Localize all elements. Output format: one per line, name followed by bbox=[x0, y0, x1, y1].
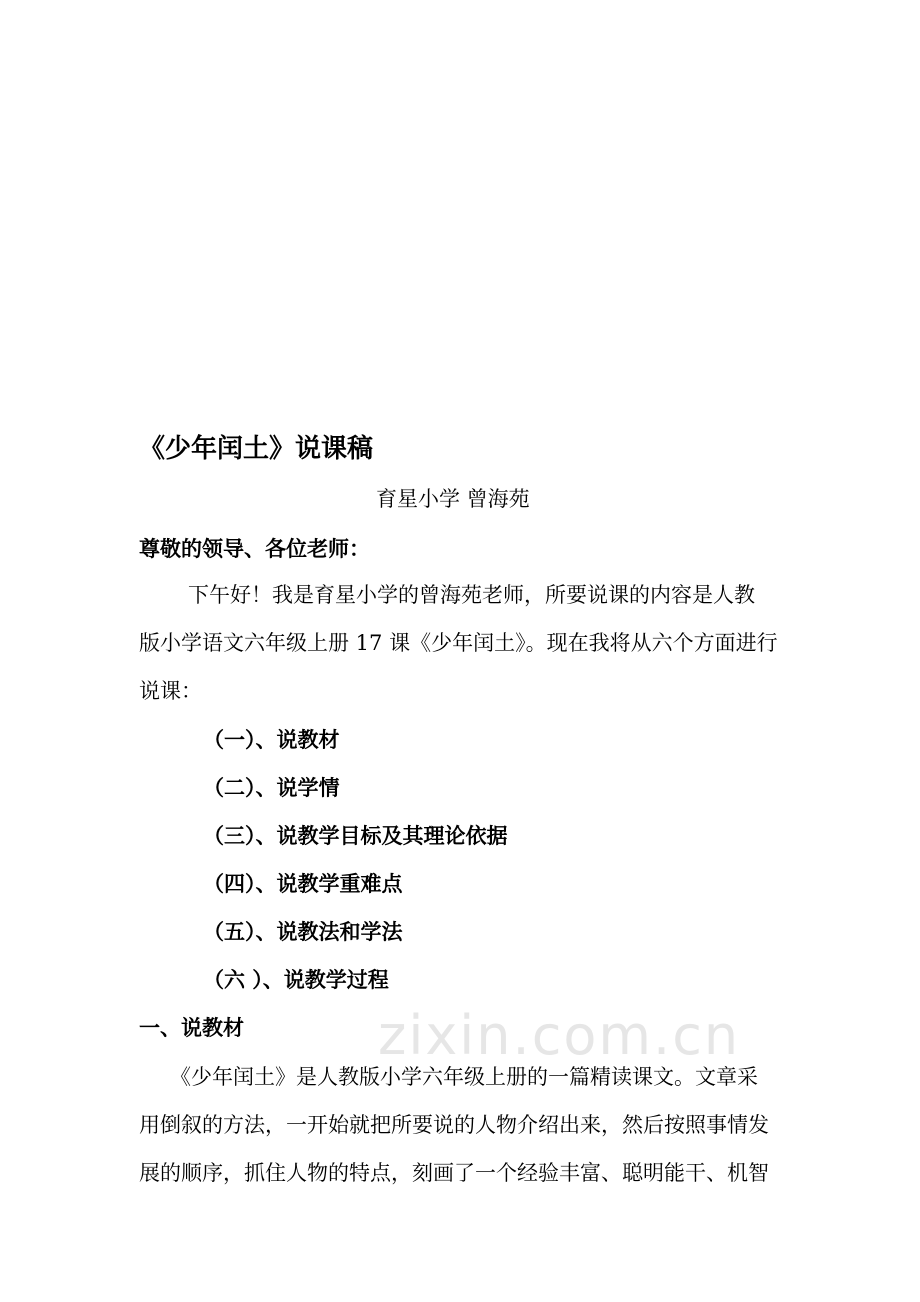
outline-item-6: （六 ）、说教学过程 bbox=[203, 967, 389, 992]
intro-line-2: 版小学语文六年级上册 17 课《少年闰土》。现在我将从六个方面进行 bbox=[139, 631, 778, 655]
watermark-text: zixin.com.cn bbox=[378, 1004, 741, 1067]
outline-item-1: （一）、说教材 bbox=[203, 727, 340, 752]
outline-item-2: （二）、说学情 bbox=[203, 775, 340, 800]
author-line: 育星小学 曾海苑 bbox=[376, 487, 530, 511]
section-1-line-1: 《少年闰土》是人教版小学六年级上册的一篇精读课文。文章采 bbox=[170, 1065, 758, 1089]
section-1-line-2: 用倒叙的方法，一开始就把所要说的人物介绍出来，然后按照事情发 bbox=[139, 1113, 769, 1137]
greeting: 尊敬的领导、各位老师： bbox=[139, 536, 370, 561]
section-1-line-3: 展的顺序，抓住人物的特点，刻画了一个经验丰富、聪明能干、机智 bbox=[139, 1161, 769, 1185]
outline-item-4: （四）、说教学重难点 bbox=[203, 871, 403, 896]
outline-item-5: （五）、说教法和学法 bbox=[203, 919, 403, 944]
intro-line-1: 下午好！我是育星小学的曾海苑老师，所要说课的内容是人教 bbox=[167, 583, 755, 607]
document-title: 《少年闰土》说课稿 bbox=[139, 434, 374, 464]
intro-line-3: 说课： bbox=[139, 679, 202, 703]
section-1-heading: 一、说教材 bbox=[139, 1015, 244, 1040]
outline-item-3: （三）、说教学目标及其理论依据 bbox=[203, 823, 508, 848]
